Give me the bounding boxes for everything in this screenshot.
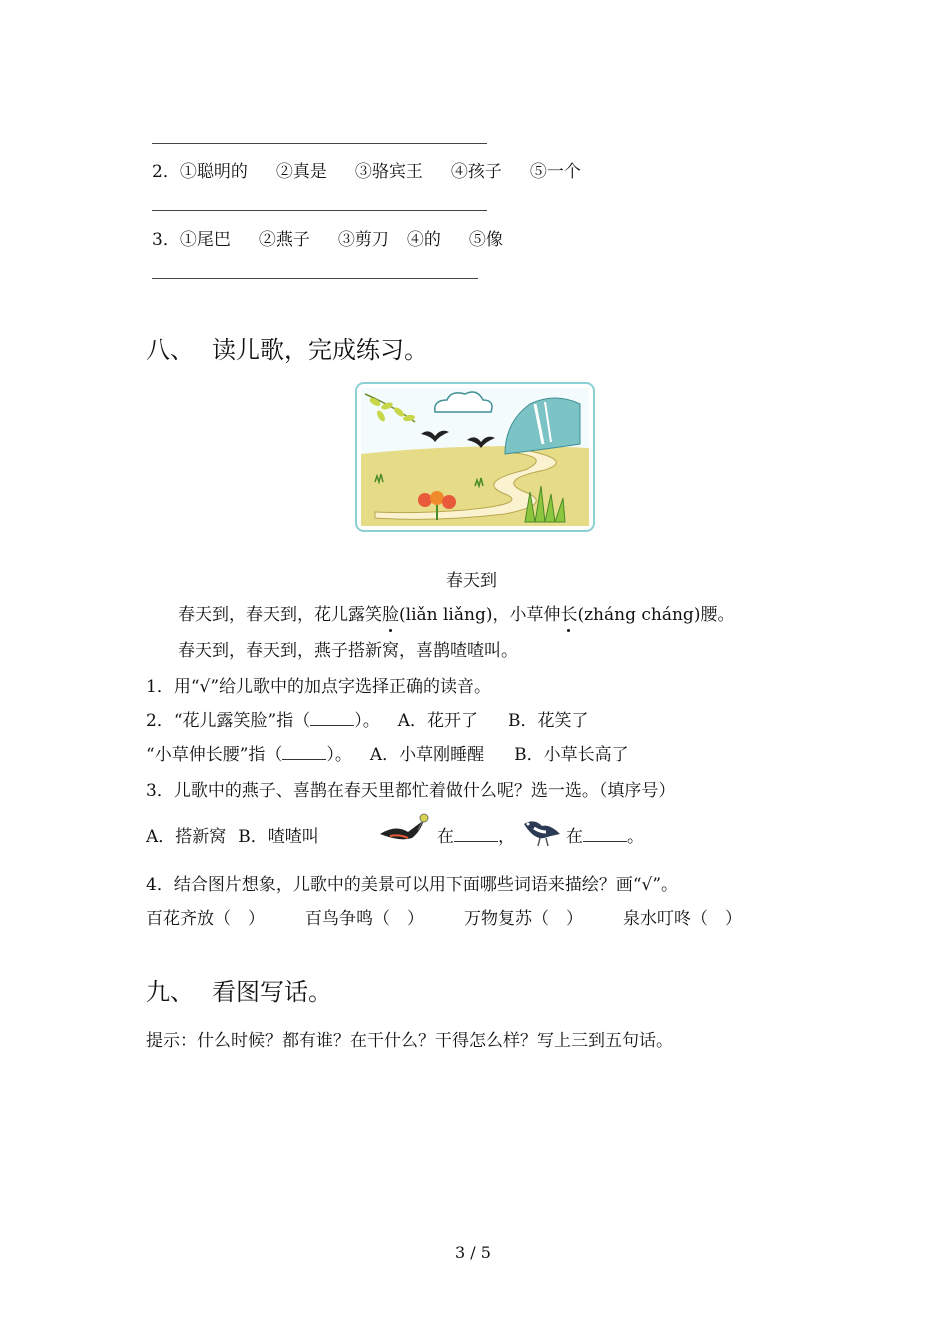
swallow-icon	[378, 812, 436, 846]
magpie-icon	[520, 814, 564, 850]
question-4-options	[146, 904, 742, 929]
reorder-2-item: ②真是	[275, 162, 327, 182]
answer-blank-3a[interactable]	[454, 827, 498, 842]
reorder-2-item: ①聪明的	[179, 162, 248, 182]
page-number: 3 / 5	[455, 1243, 491, 1262]
spring-scene-image	[355, 382, 595, 532]
section-9-hint: 提示：什么时候？都有谁？在干什么？干得怎么样？写上三到五句话。	[146, 1031, 673, 1051]
answer-blank-2b[interactable]	[282, 745, 326, 760]
reorder-2-item: ⑤一个	[529, 162, 581, 182]
section-8-heading	[146, 330, 428, 365]
q4-option[interactable]: 百鸟争鸣（ ）	[305, 909, 424, 929]
question-2b-suffix: ）。	[326, 745, 352, 765]
spring-illustration	[355, 382, 595, 532]
question-2a-prefix: 2．“花儿露笑脸”指（	[146, 711, 311, 731]
option-3-a: A．搭新窝	[146, 827, 227, 847]
section-9-title: 看图写话。	[212, 978, 332, 1006]
question-3-options	[146, 822, 319, 847]
poem-line-1-part-b: (liǎn liǎng)，小草伸	[399, 605, 561, 625]
poem-line-1	[178, 600, 734, 625]
reorder-question-3	[152, 225, 503, 250]
section-9-heading	[146, 972, 332, 1007]
answer-line-3[interactable]	[152, 278, 478, 279]
q4-option[interactable]: 百花齐放（ ）	[146, 909, 265, 929]
option-2b-a: A．小草刚睡醒	[369, 745, 485, 765]
question-2a-suffix: ）。	[354, 711, 380, 731]
question-4: 4．结合图片想象，儿歌中的美景可以用下面哪些词语来描绘？画“√”。	[146, 875, 679, 895]
reorder-3-item: ④的	[406, 230, 441, 250]
q3-at-1: 在	[437, 827, 454, 847]
dotted-char-chang: 长	[560, 600, 577, 625]
reorder-3-label: 3．	[152, 230, 180, 250]
reorder-3-item: ①尾巴	[179, 230, 231, 250]
question-2b-prefix: “小草伸长腰”指（	[146, 745, 283, 765]
section-9-number: 九、	[146, 978, 194, 1006]
reorder-2-item: ③骆宾王	[354, 162, 423, 182]
answer-blank-3b[interactable]	[583, 827, 627, 842]
q4-option[interactable]: 万物复苏（ ）	[464, 909, 583, 929]
section-8-title: 读儿歌，完成练习。	[212, 336, 428, 364]
reorder-2-label: 2．	[152, 162, 180, 182]
reorder-3-item: ②燕子	[258, 230, 310, 250]
reorder-3-item: ⑤像	[468, 230, 503, 250]
q3-comma: ，	[498, 827, 515, 847]
question-3-blank-2	[566, 822, 644, 847]
question-3-blank-1	[437, 822, 515, 847]
q4-option[interactable]: 泉水叮咚（ ）	[623, 909, 742, 929]
option-3-b: B．喳喳叫	[238, 827, 319, 847]
option-2a-a: A．花开了	[397, 711, 478, 731]
answer-blank-2a[interactable]	[310, 711, 354, 726]
option-2b-b: B．小草长高了	[514, 745, 629, 765]
question-3: 3．儿歌中的燕子、喜鹊在春天里都忙着做什么呢？选一选。（填序号）	[146, 781, 676, 801]
dotted-char-lian: 脸	[382, 600, 399, 625]
poem-line-1-part-a: 春天到，春天到，花儿露笑	[178, 605, 382, 625]
reorder-question-2	[152, 157, 581, 182]
answer-line-2[interactable]	[152, 210, 487, 211]
q3-at-2: 在	[566, 827, 583, 847]
question-1: 1．用“√”给儿歌中的加点字选择正确的读音。	[146, 677, 492, 697]
answer-line-1[interactable]	[152, 143, 487, 144]
reorder-3-item: ③剪刀	[337, 230, 389, 250]
poem-line-1-part-c: (zháng cháng)腰。	[577, 605, 735, 625]
q3-end: 。	[627, 827, 644, 847]
poem-title: 春天到	[446, 571, 497, 591]
question-2a	[146, 706, 588, 731]
section-8-number: 八、	[146, 336, 194, 364]
option-2a-b: B．花笑了	[507, 711, 589, 731]
question-2b	[146, 740, 629, 765]
poem-line-2: 春天到，春天到，燕子搭新窝，喜鹊喳喳叫。	[178, 641, 518, 661]
reorder-2-item: ④孩子	[450, 162, 502, 182]
